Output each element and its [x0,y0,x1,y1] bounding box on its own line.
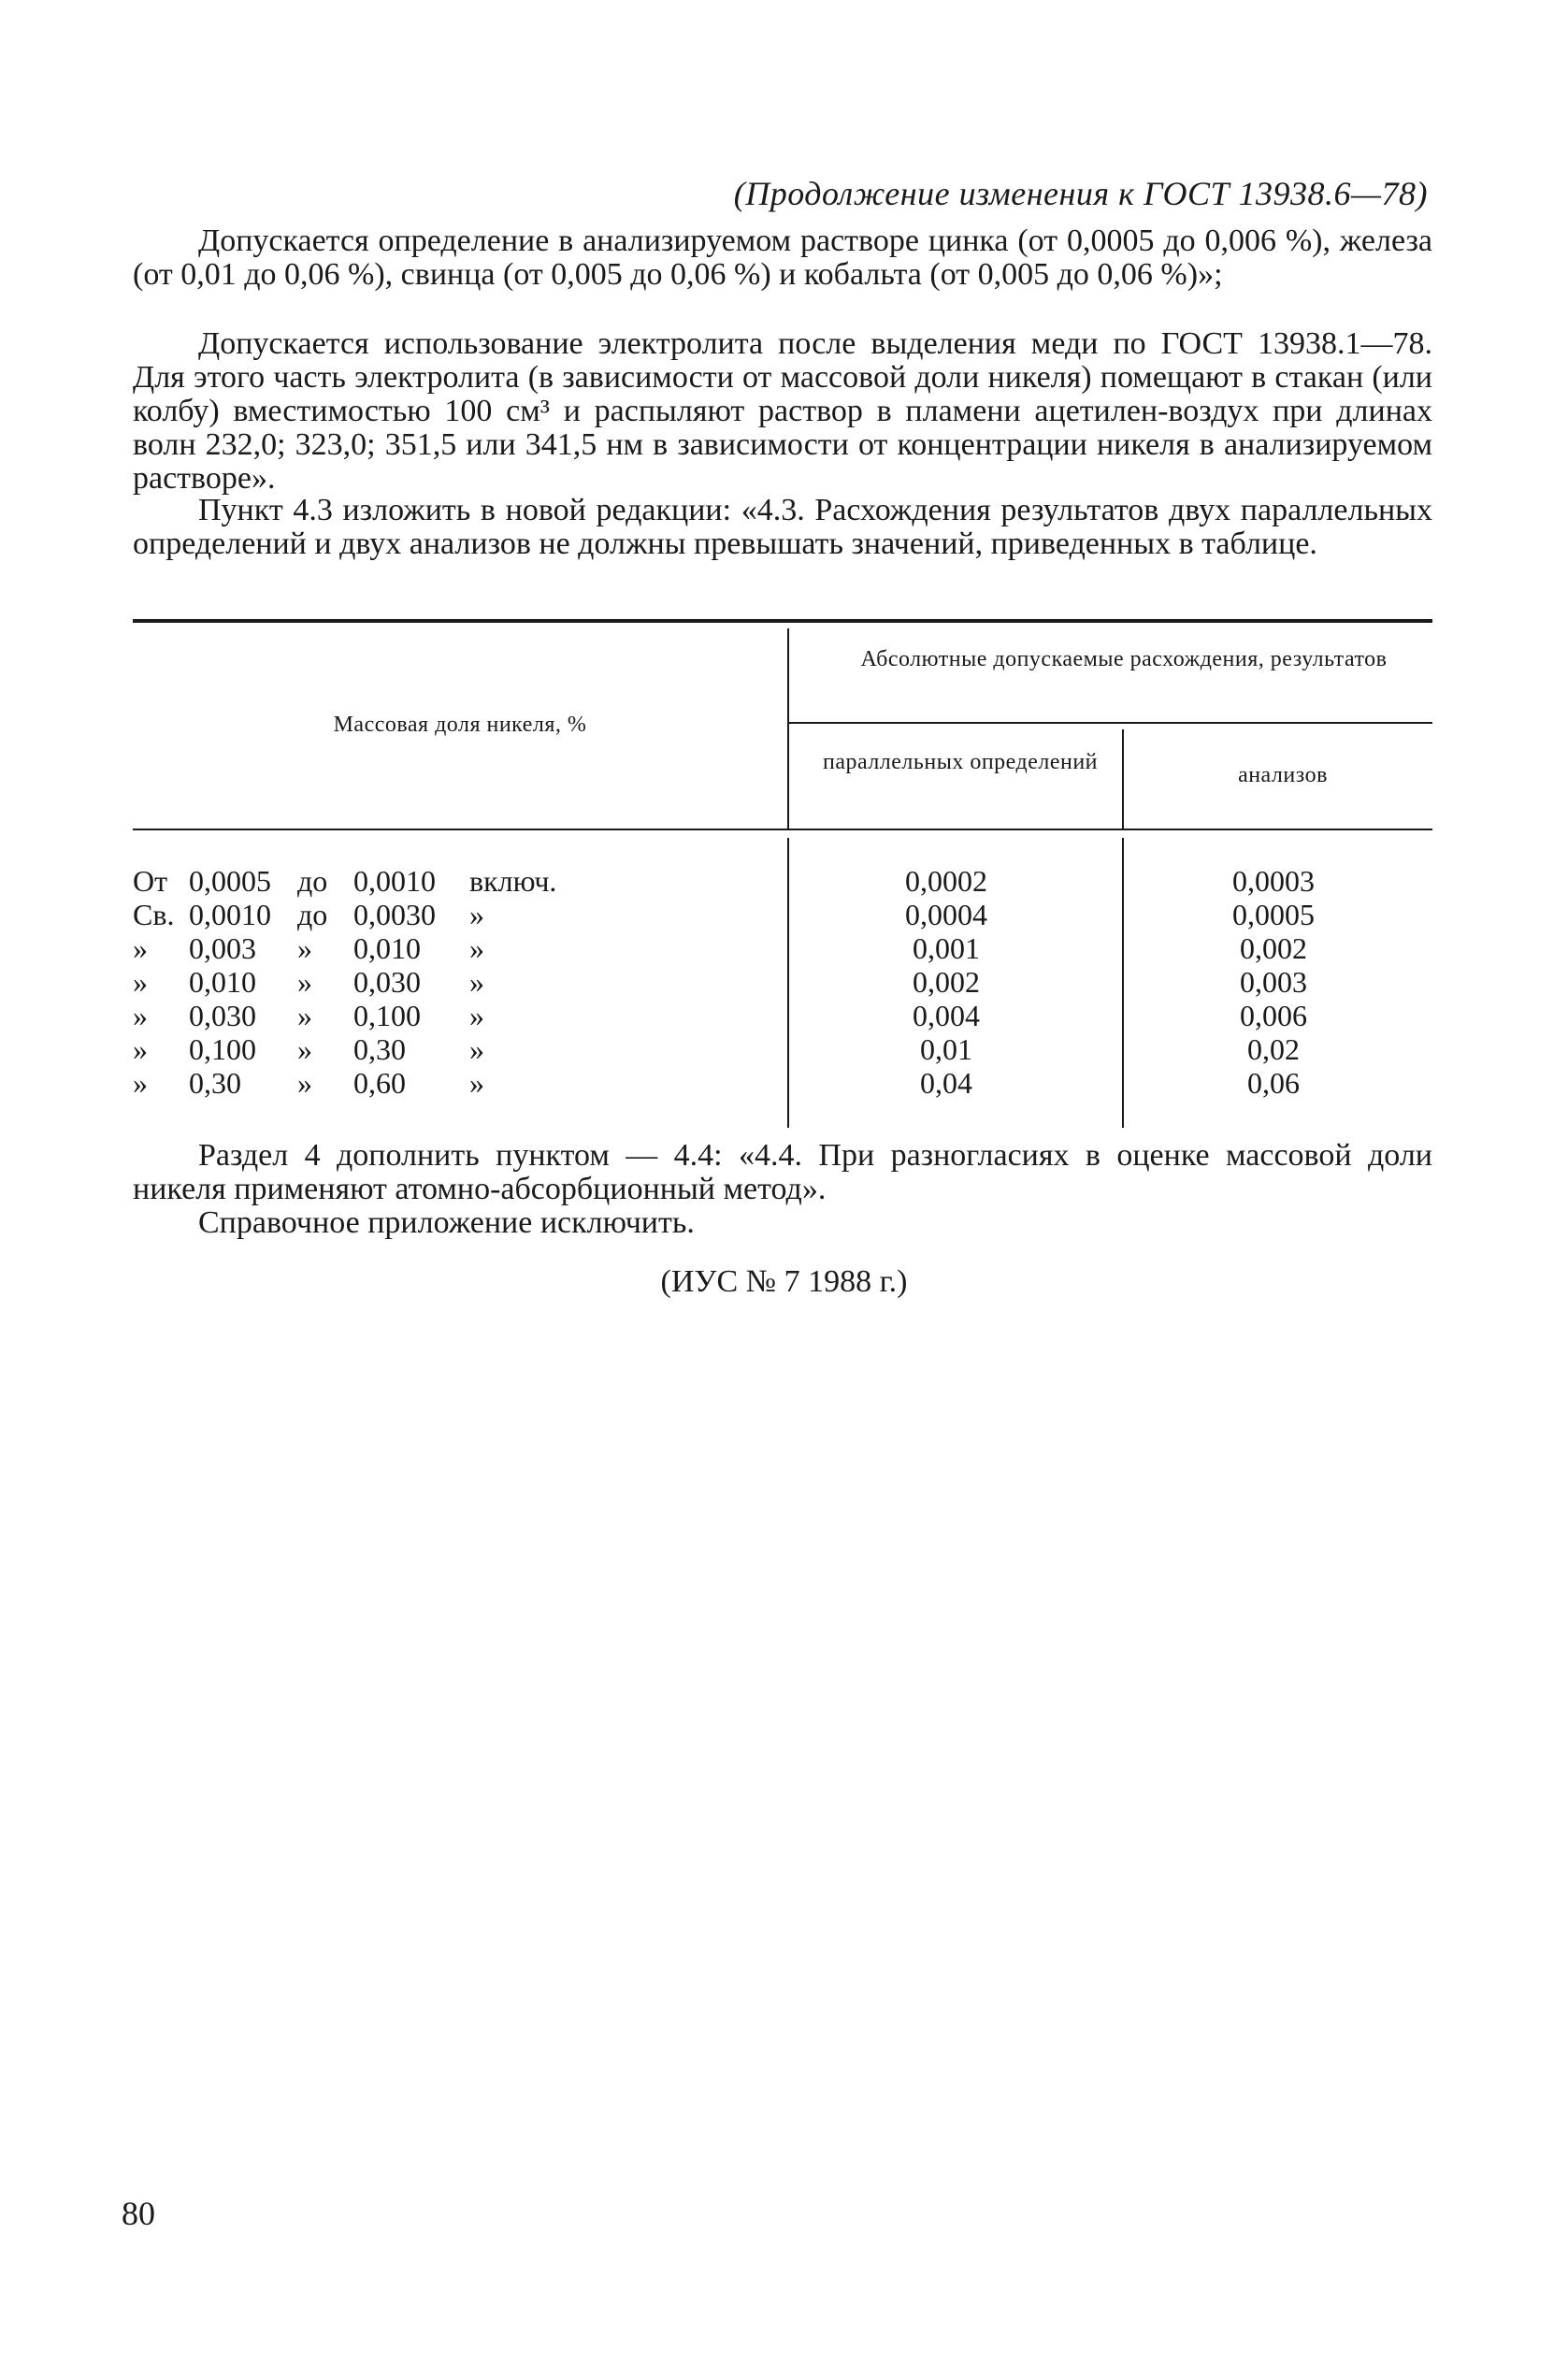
range-connector: » [297,931,312,965]
range-to: 0,0030 [353,898,436,931]
range-prefix: » [133,965,148,999]
range-suffix: » [469,999,484,1032]
range-to: 0,0010 [353,864,436,898]
paragraph-clause-4-4: Раздел 4 дополнить пунктом — 4.4: «4.4. При разногласиях в оценке массовой доли никеля применяют атомно-абсорбционный метод». [133,1138,1432,1206]
range-from: 0,030 [189,999,256,1032]
range-to: 0,100 [353,999,421,1032]
range-connector: » [297,1066,312,1100]
range-connector: до [297,864,328,898]
parallel-value: 0,001 [913,931,980,965]
range-to: 0,010 [353,931,421,965]
parallel-value: 0,004 [913,999,980,1032]
range-suffix: включ. [469,864,557,898]
range-from: 0,100 [189,1032,256,1066]
analyses-value: 0,003 [1240,965,1307,999]
table-top-rule [133,619,1432,623]
table-row [133,1032,1432,1066]
range-from: 0,0005 [189,864,271,898]
header-analyses: анализов [1238,763,1328,787]
analyses-value: 0,002 [1240,931,1307,965]
analyses-value: 0,0003 [1232,864,1315,898]
analyses-value: 0,06 [1247,1066,1300,1100]
parallel-value: 0,002 [913,965,980,999]
table-row [133,1066,1432,1100]
range-suffix: » [469,965,484,999]
continuation-header: (Продолжение изменения к ГОСТ 13938.6—78) [733,175,1428,212]
range-from: 0,003 [189,931,256,965]
range-prefix: » [133,999,148,1032]
range-prefix: » [133,1032,148,1066]
range-prefix: От [133,864,168,898]
analyses-value: 0,02 [1247,1032,1300,1066]
range-suffix: » [469,931,484,965]
range-connector: » [297,965,312,999]
range-from: 0,010 [189,965,256,999]
paragraph-appendix-removed: Справочное приложение исключить. [198,1205,695,1240]
range-connector: » [297,1032,312,1066]
range-prefix: » [133,931,148,965]
paragraph-zinc-iron-lead-cobalt: Допускается определение в анализируемом растворе цинка (от 0,0005 до 0,006 %), железа (от 0,01 до 0,06 %), свинца (от 0,005 до 0,06 %) и кобальта (от 0,005 до 0,06 %)»; [133,223,1432,292]
paragraph-electrolyte-use: Допускается использование электролита после выделения меди по ГОСТ 13938.1—78. Для этого часть электролита (в зависимости от массовой доли никеля) помещают в стакан (или колбу) вместимостью 100 см³ и распыляют раствор в пламени ацетилен-воздух при длинах волн 232,0; 323,0; 351,5 или 341,5 нм в зависимости от концентрации никеля в анализируемом растворе». [133,326,1432,496]
range-prefix: Св. [133,898,175,931]
table-row [133,864,1432,898]
range-connector: » [297,999,312,1032]
parallel-value: 0,04 [920,1066,972,1100]
range-connector: до [297,898,328,931]
parallel-value: 0,0002 [905,864,987,898]
ius-reference: (ИУС № 7 1988 г.) [660,1264,908,1299]
header-nickel-fraction: Массовая доля никеля, % [333,713,587,737]
range-suffix: » [469,1032,484,1066]
page-number: 80 [122,2195,155,2232]
range-to: 0,60 [353,1066,406,1100]
parallel-value: 0,0004 [905,898,987,931]
table-row [133,999,1432,1032]
range-suffix: » [469,1066,484,1100]
header-absolute-tolerances: Абсолютные допускаемые расхождения, результатов [860,647,1388,671]
table-header-divider-1 [787,628,789,829]
header-parallel-determinations: параллельных определений [822,750,1099,774]
range-prefix: » [133,1066,148,1100]
table-row [133,898,1432,931]
table-group-header-rule [787,722,1432,724]
table-row [133,931,1432,965]
paragraph-clause-4-3: Пункт 4.3 изложить в новой редакции: «4.3. Расхождения результатов двух параллельных определений и двух анализов не должны превышать значений, приведенных в таблице. [133,493,1432,561]
parallel-value: 0,01 [920,1032,972,1066]
range-to: 0,30 [353,1032,406,1066]
table-header-bottom-rule [133,829,1432,830]
range-from: 0,0010 [189,898,271,931]
range-to: 0,030 [353,965,421,999]
range-suffix: » [469,898,484,931]
table-header-divider-2 [1122,729,1124,829]
analyses-value: 0,006 [1240,999,1307,1032]
range-from: 0,30 [189,1066,241,1100]
analyses-value: 0,0005 [1232,898,1315,931]
table-row [133,965,1432,999]
